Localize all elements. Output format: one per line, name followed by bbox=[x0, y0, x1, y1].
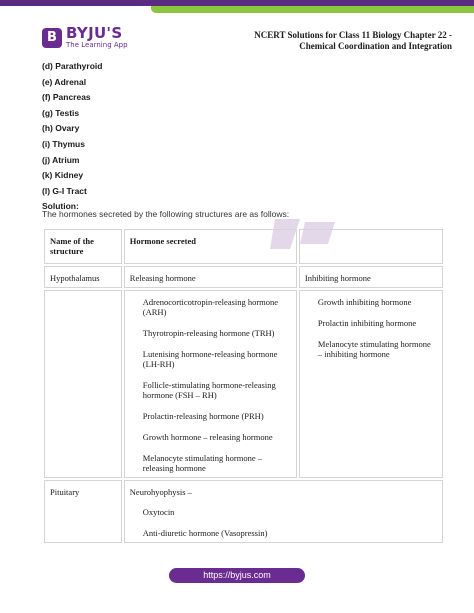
inhibiting-hormone-list bbox=[299, 290, 443, 478]
table-row bbox=[44, 290, 443, 478]
list-item: Anti-diuretic hormone (Vasopressin) bbox=[142, 528, 268, 538]
list-item: (e) Adrenal bbox=[42, 76, 87, 87]
list-item: Growth hormone – releasing hormone bbox=[142, 432, 273, 442]
question-list bbox=[42, 59, 102, 215]
list-item: (f) Pancreas bbox=[42, 92, 91, 103]
empty-cell bbox=[44, 290, 122, 478]
list-item: (k) Kidney bbox=[42, 170, 84, 181]
hormone-table bbox=[42, 227, 445, 545]
logo-name: BYJU'S bbox=[66, 24, 123, 42]
pituitary-list bbox=[130, 507, 437, 538]
list-item: (h) Ovary bbox=[42, 123, 80, 134]
solution-label: Solution: bbox=[42, 201, 79, 212]
list-item: (l) G-I Tract bbox=[42, 185, 87, 196]
document-header bbox=[254, 30, 452, 52]
inhibiting-hormone-title: Inhibiting hormone bbox=[299, 266, 443, 288]
footer-url-link[interactable]: https://byjus.com bbox=[169, 568, 305, 583]
table-row bbox=[44, 480, 443, 543]
structure-pituitary: Pituitary bbox=[44, 480, 122, 543]
list-item: Adrenocorticotropin-releasing hormone (ARH) bbox=[142, 297, 279, 317]
list-item: Growth inhibiting hormone bbox=[317, 297, 412, 307]
list-item: Follicle-stimulating hormone-releasing hormone (FSH – RH) bbox=[142, 380, 276, 400]
header-cell-empty bbox=[299, 229, 443, 264]
byjus-logo[interactable] bbox=[42, 26, 128, 50]
table-row bbox=[44, 266, 443, 288]
green-strip bbox=[149, 5, 474, 13]
logo-tagline: The Learning App bbox=[66, 41, 128, 49]
header-cell-hormone: Hormone secreted bbox=[124, 229, 297, 264]
header-line-1: NCERT Solutions for Class 11 Biology Chapter 22 - bbox=[254, 30, 452, 40]
list-item: Thyrotropin-releasing hormone (TRH) bbox=[142, 328, 275, 338]
list-item: Melanocyte stimulating hormone – inhibiting hormone bbox=[317, 339, 431, 359]
pituitary-title: Neurohyophysis – bbox=[129, 487, 192, 497]
header-line-2: Chemical Coordination and Integration bbox=[299, 41, 452, 51]
list-item: (g) Testis bbox=[42, 107, 80, 118]
list-item: (j) Atrium bbox=[42, 154, 80, 165]
releasing-hormone-list bbox=[124, 290, 297, 478]
table-header-row bbox=[44, 229, 443, 264]
list-item: Melanocyte stimulating hormone – releasing hormone bbox=[142, 453, 263, 473]
solution-intro: The hormones secreted by the following structures are as follows: bbox=[42, 209, 290, 219]
list-item: Prolactin inhibiting hormone bbox=[317, 318, 417, 328]
structure-hypothalamus: Hypothalamus bbox=[44, 266, 122, 288]
list-item: (d) Parathyroid bbox=[42, 61, 103, 71]
list-item: (i) Thymus bbox=[42, 138, 85, 149]
header-cell-structure: Name of the structure bbox=[44, 229, 122, 264]
list-item: Lutenising hormone-releasing hormone (LH-RH) bbox=[142, 349, 278, 369]
list-item: Prolactin-releasing hormone (PRH) bbox=[142, 411, 264, 421]
header-decorative-strip bbox=[0, 0, 474, 16]
logo-mark-icon: B bbox=[42, 28, 62, 48]
logo-text bbox=[66, 26, 128, 50]
pituitary-hormones bbox=[124, 480, 443, 543]
releasing-hormone-title: Releasing hormone bbox=[124, 266, 297, 288]
purple-strip bbox=[0, 0, 474, 6]
list-item: Oxytocin bbox=[142, 507, 175, 517]
